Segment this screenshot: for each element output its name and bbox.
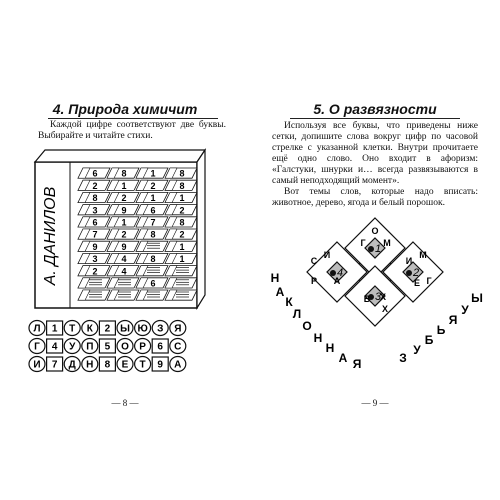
book-grid-digit: 7 [150, 217, 156, 228]
book-grid-digit: 2 [121, 229, 127, 240]
book-grid-digit: 2 [150, 180, 156, 191]
diamond-number: 1 [374, 243, 382, 255]
scatter-letter: Я [448, 313, 458, 327]
scatter-letter: У [413, 343, 421, 357]
book-grid-digit: 4 [121, 254, 127, 265]
scatter-letter: Б [424, 333, 434, 347]
key-letter: Я [174, 323, 182, 335]
book-grid-digit: 9 [92, 241, 98, 252]
book-grid-digit: 3 [92, 205, 98, 216]
book-grid-digit: 7 [92, 229, 98, 240]
key-letter: К [86, 323, 93, 335]
book-grid-digit: 9 [121, 241, 127, 252]
key-letter: Т [139, 359, 146, 371]
key-letter: И [33, 359, 41, 371]
book-spine-author: А. ДАНИЛОВ [42, 186, 59, 286]
start-dot [368, 246, 374, 252]
key-digit: 4 [51, 341, 58, 353]
book-grid-digit: 1 [121, 180, 127, 191]
scatter-letter: Ь [436, 323, 446, 337]
key-letter: Ю [137, 323, 148, 335]
book-grid-digit: 8 [121, 168, 127, 179]
scatter-letter: Н [325, 341, 335, 355]
right-diamond-letter: М [419, 250, 427, 260]
key-digit: 8 [104, 359, 111, 371]
page-title-left: 4. Природа химичит [52, 101, 198, 117]
key-letter: Г [34, 341, 40, 353]
book-grid-digit: 6 [92, 168, 98, 179]
intro-text: Каждой цифре соответствуют две буквы. Выбирайте и читайте стихи. [38, 120, 226, 141]
book-grid-digit: 1 [121, 217, 127, 228]
scatter-letter: Н [313, 331, 323, 345]
key-letter: Н [86, 359, 94, 371]
key-letter: Е [121, 359, 129, 371]
left-diamond-letter: С [310, 256, 318, 266]
page-number-left: — 8 — [111, 398, 139, 408]
key-letter: У [69, 341, 76, 353]
book-grid-digit: 1 [179, 241, 185, 252]
scatter-letter: Л [292, 307, 302, 321]
top-diamond-letter: О [371, 226, 379, 236]
page-title-right: 5. О развязности [313, 101, 437, 117]
book-top [35, 150, 205, 162]
key-digit: 9 [157, 359, 163, 371]
book-pages-edge [197, 150, 205, 308]
instruction-text: Используя все буквы, что приведены ниже сетки, допишите слова вокруг цифр по часовой стрелке с указанной клетки. Внутри прочитаете ещё одно слово. Оно входит в афоризм: «Галстуки, шнурки и… всегда развязываются в самый неподходящий момент». [272, 121, 478, 186]
book-grid-digit: 8 [179, 217, 185, 228]
key-digit: 5 [104, 341, 111, 353]
right-page [250, 0, 500, 500]
key-letter: А [174, 359, 182, 371]
book-grid-digit: 6 [150, 278, 156, 289]
diamond-number: 4 [336, 267, 344, 279]
title-underline [290, 118, 460, 119]
book-grid-digit: 1 [179, 254, 185, 265]
book-grid-digit: 8 [179, 180, 185, 191]
book-grid-digit: 1 [150, 168, 156, 179]
scatter-letter: Н [270, 271, 280, 285]
diamond-puzzle [250, 210, 500, 410]
book-grid-digit: 6 [92, 217, 98, 228]
start-dot [406, 270, 412, 276]
key-digit: 2 [104, 323, 111, 335]
left-diamond-letter: Р [310, 276, 318, 286]
book-grid-digit: 2 [179, 229, 185, 240]
book-grid-digit: 3 [92, 254, 98, 265]
scatter-letter: З [399, 351, 407, 365]
key-letter: З [157, 323, 164, 335]
book-grid-digit: 6 [150, 205, 156, 216]
key-letter: С [174, 341, 182, 353]
left-diamond-letter: А [333, 276, 341, 286]
book-grid-digit: 2 [92, 266, 98, 277]
scatter-letter: А [275, 285, 285, 299]
key-letter: П [86, 341, 94, 353]
scatter-letter: Ы [471, 291, 483, 305]
diamond-number: 3 [374, 291, 382, 303]
top-diamond-letter: М [383, 238, 391, 248]
book-grid-digit: 1 [179, 193, 185, 204]
scatter-letter: У [461, 303, 469, 317]
book-grid-digit: 1 [150, 193, 156, 204]
key-letter: Л [33, 323, 41, 335]
right-diamond-letter: Г [426, 276, 432, 286]
bottom-diamond-letter: Х [379, 292, 387, 302]
book-grid-digit: 2 [92, 180, 98, 191]
theme-text: Вот темы слов, которые надо вписать: животное, дерево, ягода и белый порошок. [272, 187, 478, 208]
scatter-letter: К [285, 295, 293, 309]
scatter-letter: А [338, 351, 348, 365]
key-digit: 1 [51, 323, 58, 335]
key-letter: Т [69, 323, 76, 335]
book-grid-digit: 2 [179, 205, 185, 216]
book-grid-digit: 8 [150, 254, 156, 265]
book-grid-digit: 8 [92, 193, 98, 204]
book-grid-digit: 8 [179, 168, 185, 179]
bottom-diamond-letter: В [363, 294, 371, 304]
scatter-letter: Я [352, 357, 362, 371]
book-grid-digit: 8 [150, 229, 156, 240]
key-digit: 7 [51, 359, 58, 371]
key-rows [0, 318, 250, 378]
book-grid-digit: 2 [121, 193, 127, 204]
left-diamond-letter: И [323, 250, 331, 260]
scatter-letter: О [302, 319, 312, 333]
bottom-diamond-letter: Х [381, 304, 389, 314]
key-letter: Ы [120, 323, 130, 335]
right-diamond-letter: Е [413, 278, 421, 288]
top-diamond-letter: Г [360, 238, 366, 248]
book-grid-digit: 9 [121, 205, 127, 216]
book-grid-digit: 4 [121, 266, 127, 277]
key-letter: Р [139, 341, 146, 353]
key-letter: Д [68, 359, 76, 371]
right-diamond-letter: И [405, 256, 413, 266]
key-letter: О [121, 341, 129, 353]
page-number-right: — 9 — [361, 398, 389, 408]
key-digit: 6 [157, 341, 163, 353]
diamond-number: 2 [412, 267, 420, 279]
